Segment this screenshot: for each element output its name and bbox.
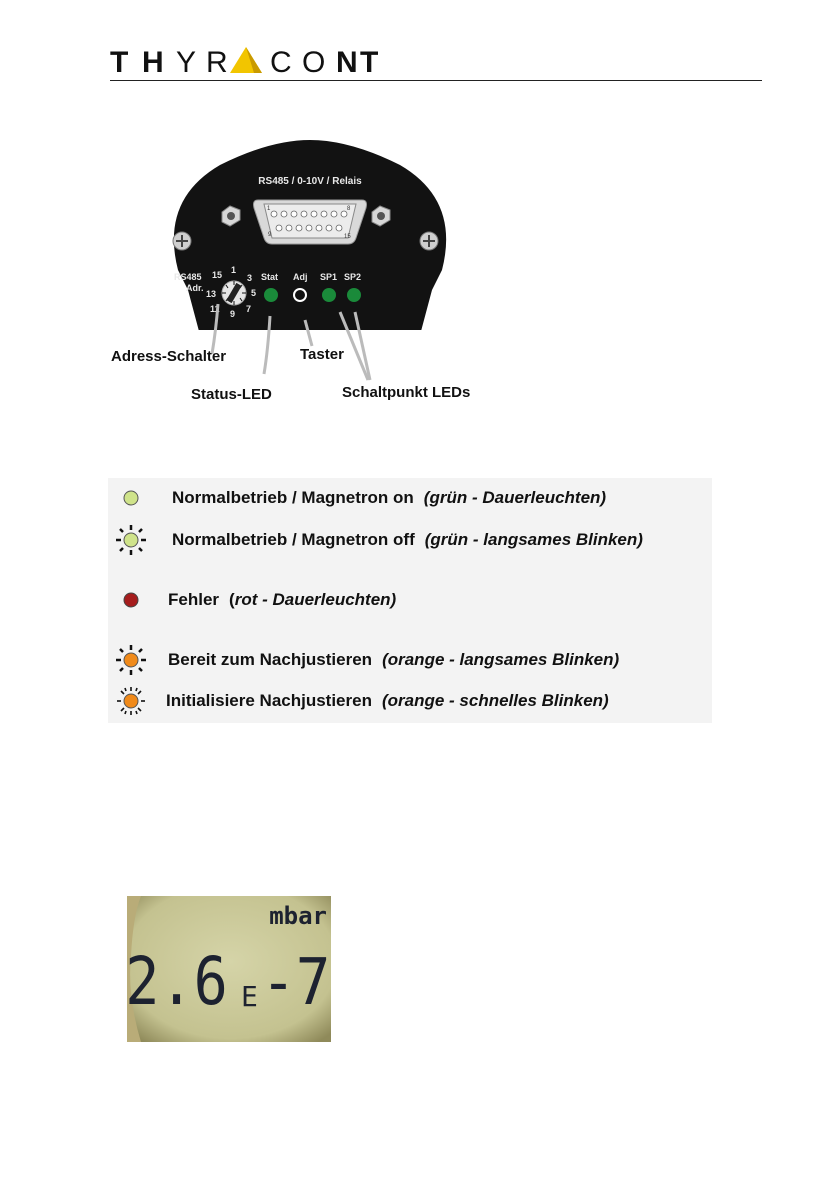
- legend-note: rot - Dauerleuchten): [234, 590, 397, 609]
- pin-label-1: 1: [267, 206, 271, 212]
- led-solid-green-icon: [108, 481, 154, 515]
- lcd-mantissa: 2.6: [127, 942, 228, 1021]
- switch-label-rs485: RS485: [174, 272, 202, 282]
- logo-letter-h: H: [142, 46, 164, 76]
- led-label-sp1: SP1: [320, 272, 338, 282]
- screw-left-icon: [173, 232, 191, 250]
- legend-row-ready-adjust: [108, 643, 619, 677]
- callout-switchpoint-leds: Schaltpunkt LEDs: [342, 384, 471, 401]
- screw-right-icon: [420, 232, 438, 250]
- pin-label-8: 8: [347, 206, 351, 212]
- logo-letter-o: O: [302, 46, 326, 76]
- led-solid-red-icon: [108, 583, 154, 617]
- dial-num-11: 11: [210, 304, 220, 314]
- lcd-unit: mbar: [269, 902, 327, 930]
- connector-label: RS485 / 0-10V / Relais: [258, 176, 362, 187]
- legend-note: (orange - langsames Blinken): [382, 650, 620, 669]
- pin-label-15: 15: [344, 234, 351, 240]
- legend-note: (grün - Dauerleuchten): [423, 488, 607, 507]
- legend-text: Normalbetrieb / Magnetron off: [172, 530, 415, 549]
- led-label-stat: Stat: [261, 272, 279, 282]
- led-blink-orange-icon: [108, 643, 154, 677]
- logo-letter-c: C: [270, 46, 292, 76]
- legend-note-paren: (: [229, 590, 235, 609]
- dial-num-13: 13: [206, 289, 217, 299]
- pin-label-9: 9: [268, 232, 272, 238]
- legend-text: Normalbetrieb / Magnetron on: [172, 488, 414, 507]
- led-status-legend: [108, 478, 712, 723]
- lcd-display: [127, 896, 331, 1042]
- dial-num-9: 9: [230, 309, 236, 319]
- legend-row-magnetron-on: [108, 481, 606, 515]
- legend-text: Initialisiere Nachjustieren: [166, 691, 372, 710]
- logo-letter-n: N: [336, 46, 358, 76]
- callout-address-switch: Adress-Schalter: [111, 348, 227, 365]
- legend-row-error: [108, 583, 396, 617]
- legend-note: (orange - schnelles Blinken): [381, 691, 609, 710]
- logo-letter-y: Y: [176, 46, 197, 76]
- dial-num-3: 3: [247, 273, 253, 283]
- logo-letter-t2: T: [360, 46, 379, 76]
- dial-num-7: 7: [246, 304, 252, 314]
- legend-text: Fehler: [168, 590, 220, 609]
- dial-num-5: 5: [251, 288, 257, 298]
- led-label-sp2: SP2: [344, 272, 362, 282]
- callout-button: Taster: [300, 346, 344, 363]
- led-label-adj: Adj: [293, 272, 308, 282]
- logo-letter-t: T: [110, 46, 129, 76]
- led-blink-green-icon: [108, 523, 154, 557]
- lcd-exponent-prefix: E: [241, 980, 258, 1013]
- callout-status-led: Status-LED: [191, 386, 272, 403]
- dial-num-1: 1: [231, 265, 237, 275]
- led-fastblink-orange-icon: [108, 684, 154, 718]
- thyracont-logo: [110, 44, 380, 76]
- legend-row-init-adjust: [108, 684, 609, 718]
- dial-num-15: 15: [212, 270, 223, 280]
- lcd-exponent: -7: [261, 945, 331, 1020]
- header-rule: [110, 80, 762, 81]
- legend-note: (grün - langsames Blinken): [424, 530, 643, 549]
- logo-triangle-icon: [230, 47, 262, 73]
- switch-label-adr: Adr.: [186, 283, 204, 293]
- logo-letter-r: R: [206, 46, 228, 76]
- legend-text: Bereit zum Nachjustieren: [168, 650, 373, 669]
- legend-row-magnetron-off: [108, 523, 643, 557]
- dsub-connector: [254, 200, 367, 244]
